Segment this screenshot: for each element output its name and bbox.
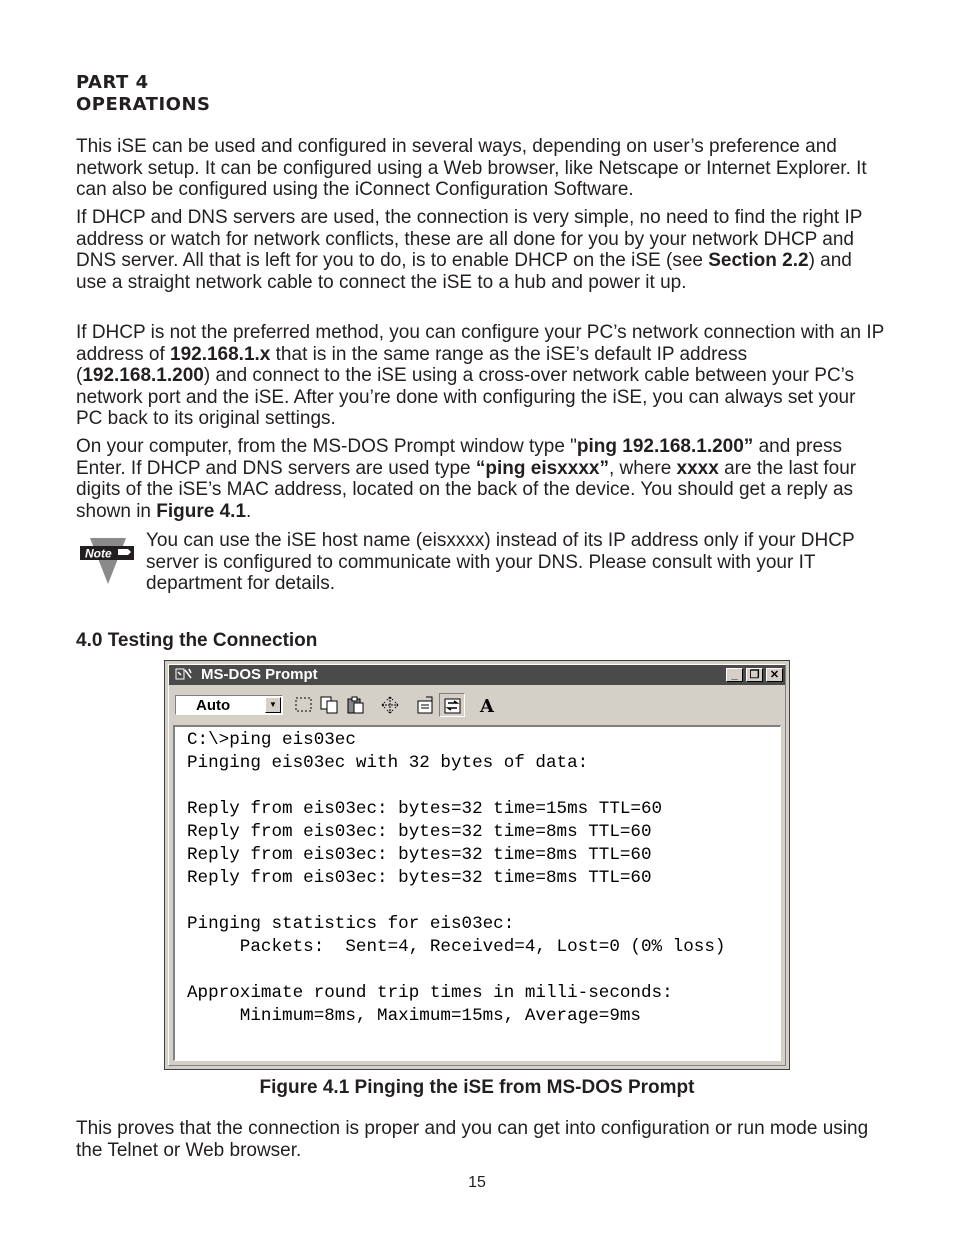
console-line: Minimum=8ms, Maximum=15ms, Average=9ms bbox=[187, 1006, 641, 1026]
part-heading bbox=[76, 72, 211, 116]
toolbar bbox=[169, 689, 785, 719]
section-heading: 4.0 Testing the Connection bbox=[76, 630, 318, 651]
note-icon-label: Note bbox=[85, 546, 112, 561]
window-title: MS-DOS Prompt bbox=[201, 666, 318, 683]
fullscreen-icon bbox=[380, 696, 400, 714]
ping-paragraph: On your computer, from the MS-DOS Prompt window type "ping 192.168.1.200” and press Enter. If DHCP and DNS servers are used type “ping eisxxxx”, where xxxx are the last four digits of the iSE’s MAC address, located on the back of the device. You should get a reply as shown in Figure 4.1. bbox=[76, 436, 857, 522]
console-line: Packets: Sent=4, Received=4, Lost=0 (0% loss) bbox=[187, 937, 726, 957]
static-ip-paragraph: If DHCP is not the preferred method, you can configure your PC’s network connection with an IP address of 192.168.1.x that is in the same range as the iSE’s default IP address (192.168.1.200) and connect to the iSE using a cross-over network cable between your PC’s network port and the iSE. After you’re done with configuring the iSE, you can always set your PC back to its original settings. bbox=[76, 322, 884, 429]
console-line: Reply from eis03ec: bytes=32 time=8ms TTL=60 bbox=[187, 868, 652, 888]
close-icon: ✕ bbox=[769, 669, 780, 681]
console-line: Pinging statistics for eis03ec: bbox=[187, 914, 515, 934]
console-line: C:\>ping eis03ec bbox=[187, 730, 356, 750]
console-line: Reply from eis03ec: bytes=32 time=8ms TTL=60 bbox=[187, 845, 652, 865]
svg-text:A: A bbox=[480, 696, 494, 714]
console-line: Reply from eis03ec: bytes=32 time=15ms TTL=60 bbox=[187, 799, 663, 819]
console-line: Approximate round trip times in milli-seconds: bbox=[187, 983, 673, 1003]
closing-paragraph: This proves that the connection is proper and you can get into configuration or run mode using the Telnet or Web browser. bbox=[76, 1118, 869, 1161]
font-size-value: Auto bbox=[196, 697, 231, 714]
note-text: You can use the iSE host name (eisxxxx) instead of its IP address only if your DHCP server is configured to communicate with your DNS. Please consult with your IT department for details. bbox=[146, 530, 855, 594]
paste-icon bbox=[346, 696, 366, 714]
close-button[interactable] bbox=[766, 668, 783, 682]
title-bar[interactable] bbox=[169, 665, 785, 685]
figure-caption: Figure 4.1 Pinging the iSE from MS-DOS Prompt bbox=[259, 1077, 695, 1098]
paste-button[interactable] bbox=[343, 693, 369, 717]
font-icon bbox=[478, 696, 498, 714]
fullscreen-button[interactable] bbox=[377, 693, 403, 717]
console-output[interactable] bbox=[173, 725, 781, 1061]
font-button[interactable] bbox=[475, 693, 501, 717]
properties-button[interactable] bbox=[413, 693, 439, 717]
ms-dos-window bbox=[164, 660, 790, 1070]
maximize-button[interactable] bbox=[746, 668, 763, 682]
msdos-app-icon[interactable] bbox=[175, 667, 195, 683]
copy-button[interactable] bbox=[317, 693, 343, 717]
background-button[interactable] bbox=[439, 693, 465, 717]
minimize-button[interactable] bbox=[726, 668, 743, 682]
properties-icon bbox=[416, 696, 436, 714]
part-title: OPERATIONS bbox=[76, 94, 211, 115]
console-line: Reply from eis03ec: bytes=32 time=8ms TTL=60 bbox=[187, 822, 652, 842]
chevron-down-icon[interactable]: ▼ bbox=[265, 697, 281, 713]
copy-icon bbox=[320, 696, 340, 714]
intro-paragraph: This iSE can be used and configured in several ways, depending on user’s preference and network setup. It can be configured using a Web browser, like Netscape or Internet Explorer. It can also be configured using the iConnect Configuration Software. bbox=[76, 136, 867, 200]
minimize-icon: _ bbox=[731, 669, 738, 681]
console-line: Pinging eis03ec with 32 bytes of data: bbox=[187, 753, 589, 773]
mark-button[interactable] bbox=[291, 693, 317, 717]
mark-icon bbox=[294, 696, 314, 714]
console-text bbox=[187, 729, 725, 1028]
part-number: PART 4 bbox=[76, 72, 149, 93]
page-number: 15 bbox=[468, 1174, 486, 1191]
background-icon bbox=[443, 697, 463, 715]
restore-icon: ❐ bbox=[749, 669, 760, 681]
note-icon bbox=[80, 536, 136, 586]
font-size-select[interactable] bbox=[175, 695, 283, 715]
dhcp-paragraph: If DHCP and DNS servers are used, the connection is very simple, no need to find the right IP address or watch for network conflicts, these are all done for you by your network DHCP and DNS server. All that is left for you to do, is to enable DHCP on the iSE (see Section 2.2) and use a straight network cable to connect the iSE to a hub and power it up. bbox=[76, 207, 863, 293]
